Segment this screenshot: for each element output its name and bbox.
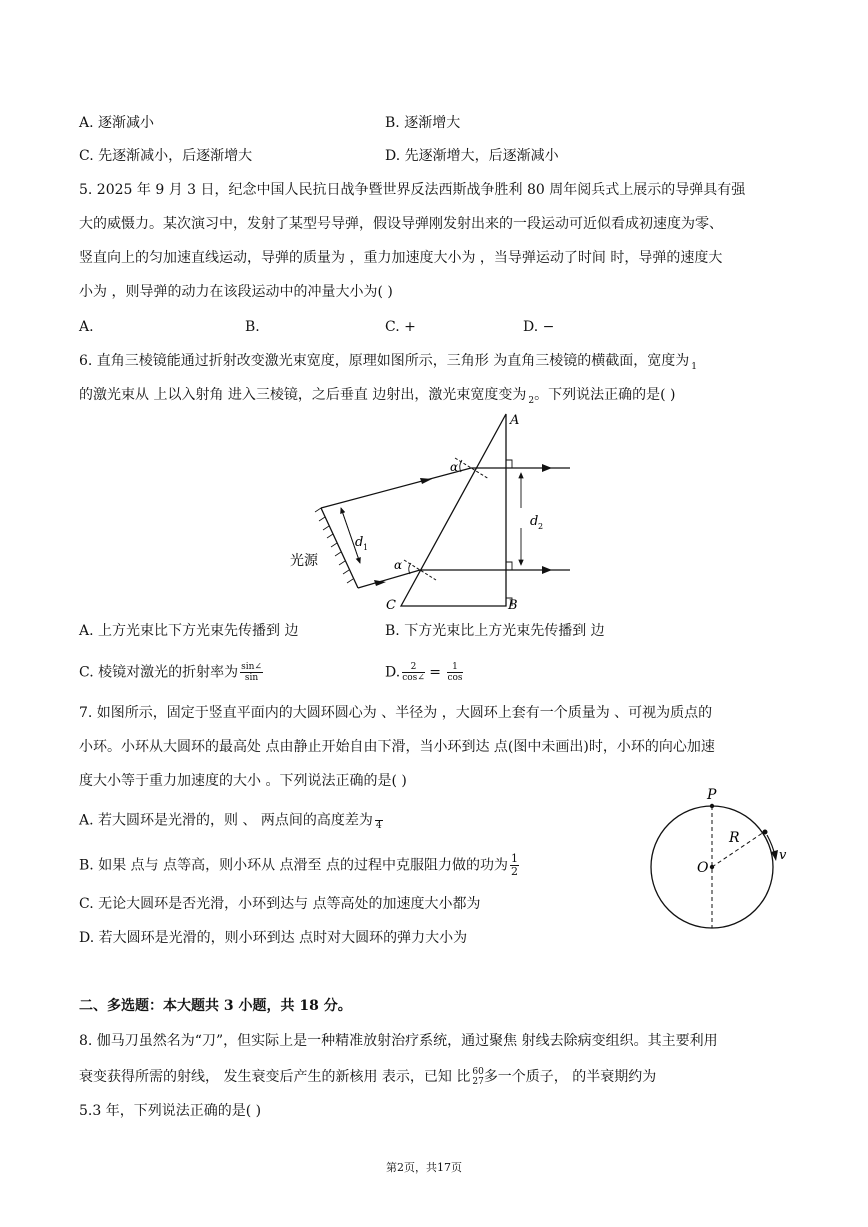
q8-mass-number: 60 bbox=[472, 1067, 484, 1077]
q6-option-d-denominator-2: cos bbox=[447, 673, 463, 683]
q4-option-b: B. 逐渐增大 bbox=[385, 115, 461, 131]
q7-option-d: D. 若大圆环是光滑的，则小环到达 点时对大圆环的弹力大小为 bbox=[79, 930, 468, 946]
label-p: P bbox=[707, 787, 717, 803]
q6-line-1-sub: 1 bbox=[691, 362, 697, 372]
upper-right-angle bbox=[506, 460, 512, 468]
q8-atomic-number: 27 bbox=[472, 1077, 484, 1087]
q6-option-d-numerator-2: 1 bbox=[447, 662, 462, 673]
label-r: R bbox=[729, 830, 740, 846]
light-source-hatching bbox=[315, 508, 353, 583]
page-footer: 第2页，共17页 bbox=[386, 1161, 462, 1174]
q4-option-a: A. 逐渐减小 bbox=[79, 115, 155, 131]
q6-option-c-numerator: sin∠ bbox=[241, 662, 262, 672]
label-d2-sub: 2 bbox=[538, 522, 544, 531]
q8-line-1: 8. 伽马刀虽然名为“刀”，但实际上是一种精准放射治疗系统，通过聚焦 射线去除病变组织。其主要利用 bbox=[79, 1033, 718, 1049]
prism-triangle bbox=[401, 414, 506, 606]
label-alpha-top: α bbox=[450, 460, 459, 474]
q7-option-b bbox=[79, 853, 519, 878]
label-o: O bbox=[697, 860, 709, 876]
q7-line-3: 度大小等于重力加速度的大小 。下列说法正确的是( ) bbox=[79, 773, 407, 789]
section-heading-multiple-choice: 二、多选题：本大题共 3 小题，共 18 分。 bbox=[79, 998, 352, 1014]
q6-option-c-text: C. 棱镜对激光的折射率为 bbox=[79, 664, 239, 681]
q7-option-b-text: B. 如果 点与 点等高，则小环从 点滑至 点的过程中克服阻力做的功为 bbox=[79, 857, 508, 874]
q6-option-c bbox=[79, 662, 263, 683]
light-source-plate bbox=[321, 508, 358, 588]
point-o bbox=[710, 865, 714, 869]
q6-option-c-denominator: sin bbox=[244, 673, 259, 683]
q8-line-2-end: 多一个质子， 的半衰期约为 bbox=[483, 1069, 657, 1085]
q6-option-d-equals: = bbox=[429, 664, 441, 681]
q4-option-c: C. 先逐渐减小，后逐渐增大 bbox=[79, 148, 253, 164]
label-c: C bbox=[386, 598, 396, 613]
label-v: v bbox=[779, 848, 787, 863]
q5-option-b: B. bbox=[245, 319, 260, 335]
q5-line-1: 5. 2025 年 9 月 3 日，纪念中国人民抗日战争暨世界反法西斯战争胜利 80 周年阅兵式上展示的导弹具有强 bbox=[79, 182, 746, 198]
upper-beam-arrow bbox=[420, 478, 432, 484]
lower-beam-incident bbox=[358, 570, 420, 588]
q8-line-2-text: 衰变获得所需的射线， 发生衰变后产生的新核用 表示，已知 比 bbox=[79, 1069, 471, 1085]
q4-option-d: D. 先逐渐增大，后逐渐减小 bbox=[385, 148, 559, 164]
q8-line-2 bbox=[79, 1067, 656, 1087]
q7-option-a-denominator: 4 bbox=[376, 821, 382, 831]
q6-line-2-sub: 2 bbox=[528, 396, 535, 406]
q7-option-b-denominator: 2 bbox=[511, 865, 518, 878]
q8-line-3: 5.3 年，下列说法正确的是( ) bbox=[79, 1103, 262, 1119]
q5-option-a: A. bbox=[79, 319, 94, 335]
q5-line-2: 大的威慑力。某次演习中，发射了某型号导弹，假设导弹刚发射出来的一段运动可近似看成初速度为零、 bbox=[79, 216, 723, 232]
q6-option-d bbox=[385, 662, 463, 683]
q6-option-a: A. 上方光束比下方光束先传播到 边 bbox=[79, 623, 299, 639]
upper-beam-incident bbox=[321, 468, 471, 508]
q6-line-2-end: 。下列说法正确的是( ) bbox=[534, 387, 676, 403]
q5-line-3: 竖直向上的匀加速直线运动，导弹的质量为 ，重力加速度大小为 ，当导弹运动了时间 时，导弹的速度大 bbox=[79, 250, 723, 266]
q7-option-b-fraction bbox=[510, 853, 519, 878]
label-d1-sub: 1 bbox=[363, 543, 369, 552]
q6-option-d-fraction-1 bbox=[402, 662, 425, 683]
lower-right-angle bbox=[506, 562, 512, 570]
q5-line-4: 小为 ，则导弹的动力在该段运动中的冲量大小为( ) bbox=[79, 284, 393, 300]
q6-line-2 bbox=[79, 385, 675, 407]
q6-option-d-fraction-2 bbox=[447, 662, 462, 683]
q6-line-1-text: 6. 直角三棱镜能通过折射改变激光束宽度，原理如图所示，三角形 为直角三棱镜的横截面，宽度为 bbox=[79, 353, 690, 369]
q6-option-d-text: D. bbox=[385, 664, 401, 681]
q7-line-2: 小环。小环从大圆环的最高处 点由静止开始自由下滑，当小环到达 点(图中未画出)时，小环的向心加速 bbox=[79, 739, 715, 755]
label-a: A bbox=[510, 413, 520, 428]
q6-option-c-fraction bbox=[240, 662, 263, 683]
label-light-source: 光源 bbox=[290, 553, 318, 569]
lower-beam-exit-arrow bbox=[542, 566, 552, 574]
q8-nuclide-notation bbox=[472, 1067, 483, 1087]
label-d2: d bbox=[530, 514, 539, 529]
q7-option-a-numerator bbox=[375, 810, 383, 821]
label-b: B bbox=[508, 598, 518, 613]
q7-option-c: C. 无论大圆环是否光滑，小环到达与 点等高处的加速度大小都为 bbox=[79, 896, 481, 912]
q6-option-d-numerator-1: 2 bbox=[402, 662, 425, 673]
label-alpha-bottom: α bbox=[394, 558, 403, 572]
q7-line-1: 7. 如图所示，固定于竖直平面内的大圆环圆心为 、半径为 ，大圆环上套有一个质量为 、可视为质点的 bbox=[79, 705, 713, 721]
q5-option-c: C. + bbox=[385, 319, 416, 335]
prism-diagram bbox=[280, 408, 580, 616]
q7-option-a-text: A. 若大圆环是光滑的，则 、 两点间的高度差为 bbox=[79, 812, 373, 829]
q6-line-1 bbox=[79, 351, 697, 373]
q7-option-a-fraction bbox=[375, 810, 383, 831]
q5-option-d: D. − bbox=[523, 319, 555, 335]
label-d1: d bbox=[355, 535, 364, 550]
ring-diagram bbox=[645, 782, 805, 942]
q7-option-b-numerator: 1 bbox=[511, 852, 518, 865]
q7-option-a bbox=[79, 810, 383, 831]
q6-line-2-text: 的激光束从 上以入射角 进入三棱镜，之后垂直 边射出，激光束宽度变为 bbox=[79, 387, 527, 403]
small-ring bbox=[763, 830, 768, 835]
q6-option-d-denominator-1: cos∠ bbox=[402, 673, 425, 683]
point-p bbox=[710, 804, 714, 808]
upper-beam-exit-arrow bbox=[542, 464, 552, 472]
q6-option-b: B. 下方光束比上方光束先传播到 边 bbox=[385, 623, 605, 639]
